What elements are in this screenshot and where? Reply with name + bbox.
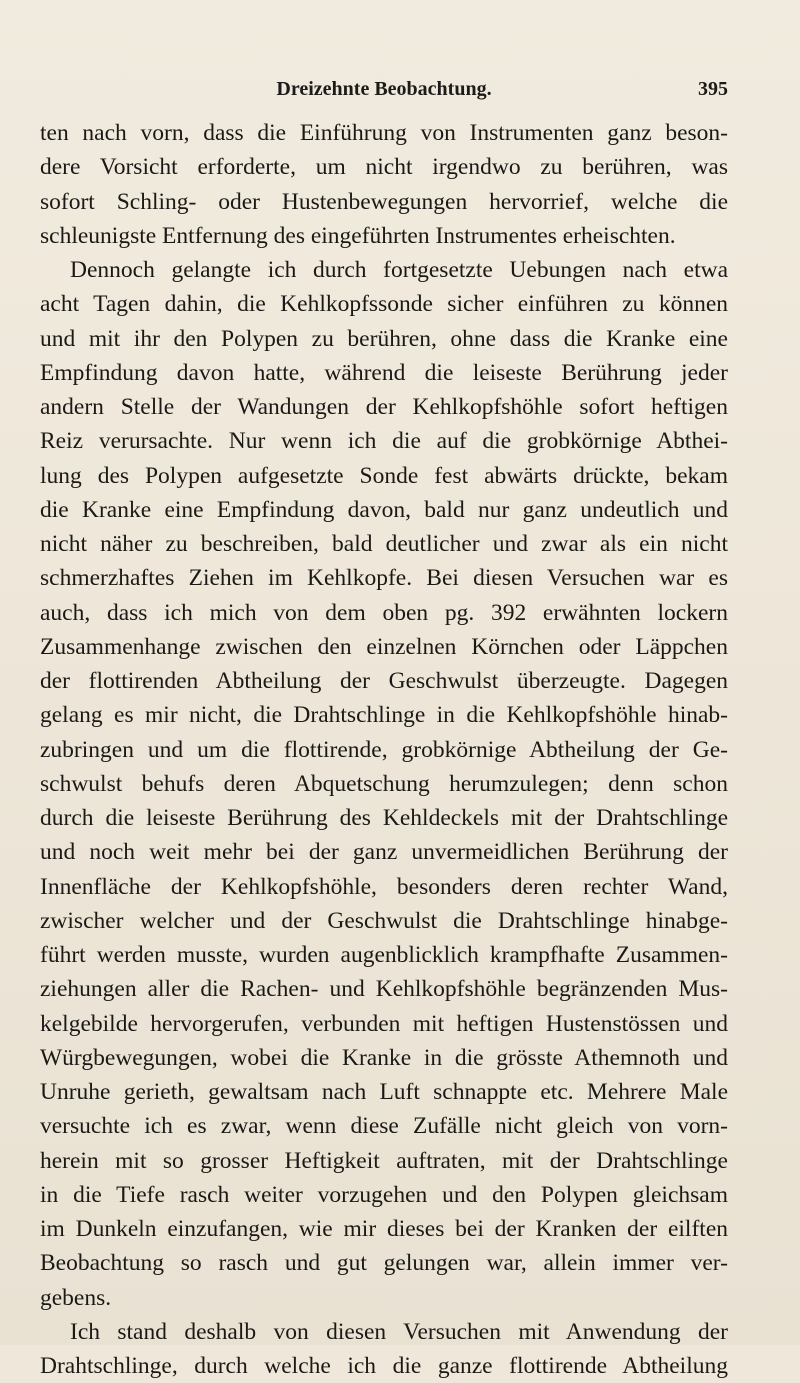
text-line: ten nach vorn, dass die Einführung von Instrumenten ganz beson- xyxy=(40,120,728,146)
text-line: Ich stand deshalb von diesen Versuchen mit Anwendung der xyxy=(70,1318,728,1345)
text-line: zwischer welcher und der Geschwulst die Drahtschlinge hinabge- xyxy=(40,907,728,934)
chapter-title: Dreizehnte Beobachtung. xyxy=(276,78,492,100)
text-line: durch die leiseste Berührung des Kehldeckels mit der Drahtschlinge xyxy=(40,805,728,831)
text-line: andern Stelle der Wandungen der Kehlkopfshöhle sofort heftigen xyxy=(40,394,728,420)
text-line: herein mit so grosser Heftigkeit auftraten, mit der Drahtschlinge xyxy=(40,1147,728,1174)
text-line: ziehungen aller die Rachen- und Kehlkopfshöhle begränzenden Mus- xyxy=(40,976,728,1003)
running-header xyxy=(40,78,728,106)
text-line: Dennoch gelangte ich durch fortgesetzte Uebungen nach etwa xyxy=(70,257,728,283)
text-line: Beobachtung so rasch und gut gelungen war, allein immer ver- xyxy=(40,1250,728,1277)
text-line: Empfindung davon hatte, während die leiseste Berührung jeder xyxy=(40,359,728,386)
text-line: nicht näher zu beschreiben, bald deutlicher und zwar als ein nicht xyxy=(40,531,728,557)
text-line: auch, dass ich mich von dem oben pg. 392 erwähnten lockern xyxy=(40,599,728,626)
text-line: acht Tagen dahin, die Kehlkopfssonde sicher einführen zu können xyxy=(40,291,728,318)
text-line: kelgebilde hervorgerufen, verbunden mit heftigen Hustenstössen und xyxy=(40,1010,728,1037)
text-line: in die Tiefe rasch weiter vorzugehen und den Polypen gleichsam xyxy=(40,1181,728,1208)
text-line: versuchte ich es zwar, wenn diese Zufälle nicht gleich von vorn- xyxy=(40,1113,728,1140)
text-line: Unruhe gerieth, gewaltsam nach Luft schnappte etc. Mehrere Male xyxy=(40,1079,728,1105)
text-line: und mit ihr den Polypen zu berühren, ohne dass die Kranke eine xyxy=(40,325,728,352)
page-number: 395 xyxy=(698,78,728,100)
text-line: schleunigste Entfernung des eingeführten Instrumentes erheischten. xyxy=(40,222,676,249)
text-line: führt werden musste, wurden augenblicklich krampfhafte Zusammen- xyxy=(40,942,728,968)
text-line: die Kranke eine Empfindung davon, bald nur ganz undeutlich und xyxy=(40,496,728,523)
text-line: schmerzhaftes Ziehen im Kehlkopfe. Bei diesen Versuchen war es xyxy=(40,565,728,592)
text-line: gebens. xyxy=(40,1284,112,1311)
text-line: gelang es mir nicht, die Drahtschlinge in die Kehlkopfshöhle hinab- xyxy=(40,702,728,729)
text-line: Drahtschlinge, durch welche ich die ganze flottirende Abtheilung xyxy=(40,1353,728,1379)
text-line: lung des Polypen aufgesetzte Sonde fest abwärts drückte, bekam xyxy=(40,462,728,489)
text-line: und noch weit mehr bei der ganz unvermeidlichen Berührung der xyxy=(40,839,728,866)
text-line: schwulst behufs deren Abquetschung herumzulegen; denn schon xyxy=(40,770,728,797)
text-line: Innenfläche der Kehlkopfshöhle, besonders deren rechter Wand, xyxy=(40,873,728,900)
body-text xyxy=(40,116,728,1383)
text-line: zubringen und um die flottirende, grobkörnige Abtheilung der Ge- xyxy=(40,736,728,763)
text-line: der flottirenden Abtheilung der Geschwulst überzeugte. Dagegen xyxy=(40,668,728,694)
text-line: im Dunkeln einzufangen, wie mir dieses bei der Kranken der eilften xyxy=(40,1216,728,1242)
text-line: Würgbewegungen, wobei die Kranke in die grösste Athemnoth und xyxy=(40,1044,728,1071)
text-line: Zusammenhange zwischen den einzelnen Körnchen oder Läppchen xyxy=(40,633,728,660)
text-line: sofort Schling- oder Hustenbewegungen hervorrief, welche die xyxy=(40,188,728,215)
text-line: dere Vorsicht erforderte, um nicht irgendwo zu berühren, was xyxy=(40,154,728,181)
text-line: Reiz verursachte. Nur wenn ich die auf die grobkörnige Abthei- xyxy=(40,428,728,455)
